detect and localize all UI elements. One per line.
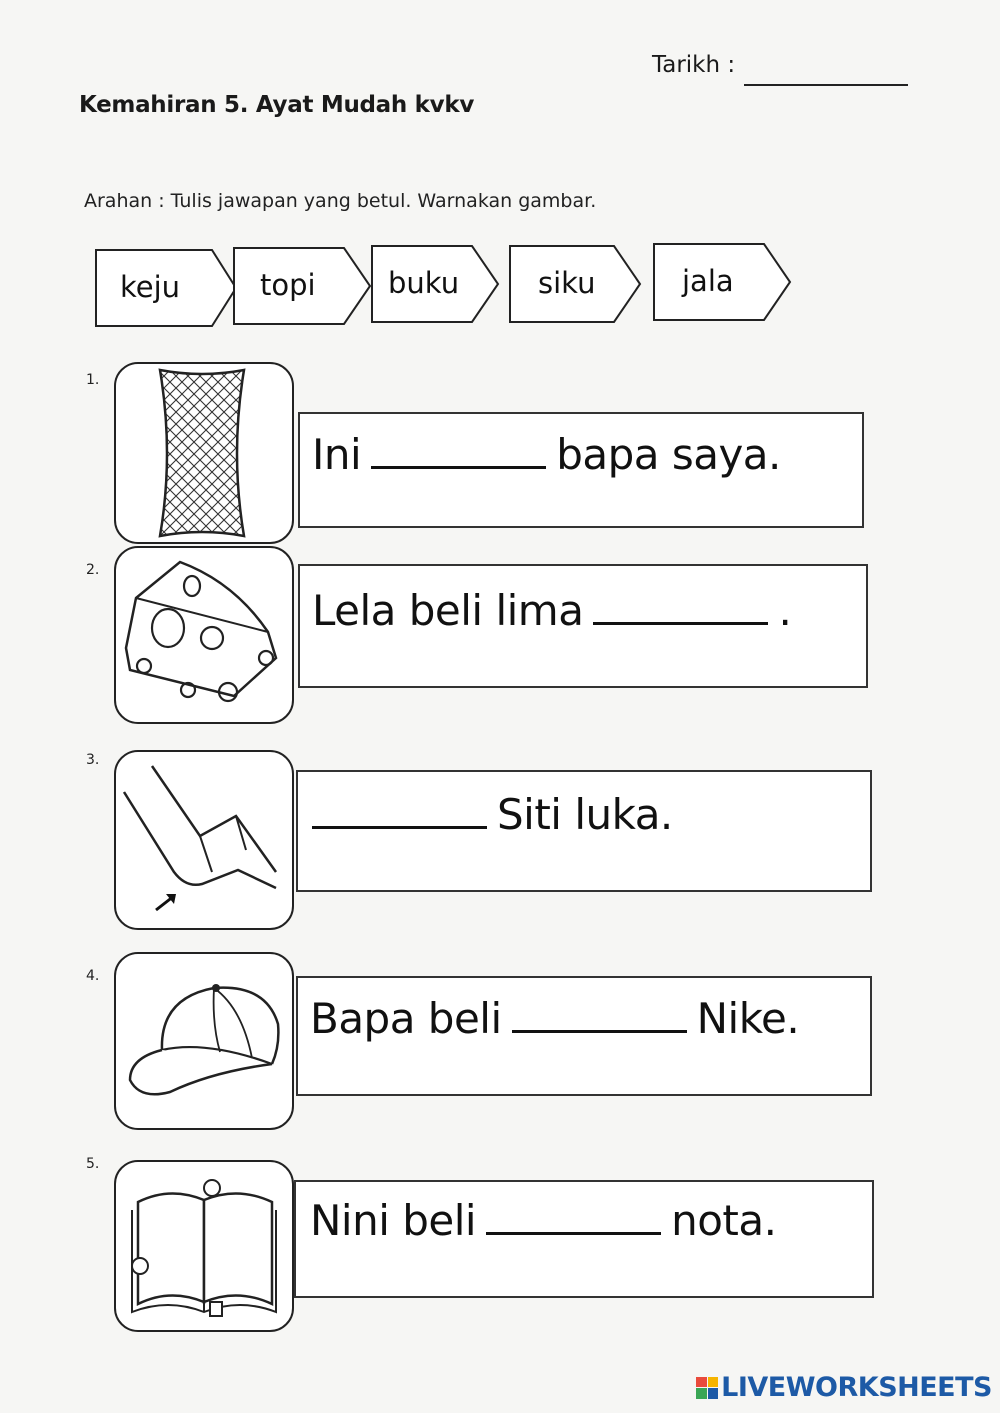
- answer-blank-3[interactable]: [312, 796, 487, 829]
- logo-square: [708, 1388, 719, 1399]
- sentence-text-after: bapa saya.: [556, 430, 781, 479]
- word-siku[interactable]: siku: [538, 266, 596, 300]
- word-buku[interactable]: buku: [388, 266, 460, 300]
- sentence-text-before: Lela beli lima: [312, 586, 584, 635]
- word-jala[interactable]: jala: [682, 264, 734, 298]
- question-number: 5.: [86, 1156, 100, 1172]
- question-number: 2.: [86, 562, 100, 578]
- liveworksheets-brand: [696, 1372, 992, 1403]
- liveworksheets-logo-icon: [696, 1377, 718, 1399]
- elbow-icon: [116, 752, 292, 928]
- book-icon: [116, 1162, 292, 1330]
- logo-square: [696, 1388, 707, 1399]
- picture-cap: [114, 952, 294, 1130]
- logo-square: [708, 1377, 719, 1388]
- question-number: 1.: [86, 372, 100, 388]
- sentence-5: [310, 1196, 776, 1245]
- sentence-text-after: nota.: [671, 1196, 777, 1245]
- word-keju[interactable]: keju: [120, 270, 181, 304]
- picture-book: [114, 1160, 294, 1332]
- picture-fishing-net: [114, 362, 294, 544]
- sentence-1: [312, 430, 781, 479]
- picture-elbow: [114, 750, 294, 930]
- brand-text: LIVEWORKSHEETS: [721, 1372, 992, 1403]
- cap-icon: [116, 954, 292, 1128]
- answer-blank-1[interactable]: [371, 436, 546, 469]
- sentence-text-after: .: [778, 586, 792, 635]
- sentence-text-before: Bapa beli: [310, 994, 502, 1043]
- answer-blank-4[interactable]: [512, 1000, 687, 1033]
- date-input-line[interactable]: [744, 84, 908, 86]
- sentence-text-after: Siti luka.: [497, 790, 673, 839]
- sentence-text-before: Nini beli: [310, 1196, 477, 1245]
- picture-cheese: [114, 546, 294, 724]
- sentence-4: [310, 994, 799, 1043]
- fishing-net-icon: [116, 364, 292, 542]
- date-label: Tarikh :: [652, 52, 736, 78]
- cheese-icon: [116, 548, 292, 722]
- answer-blank-5[interactable]: [486, 1202, 661, 1235]
- sentence-text-after: Nike.: [696, 994, 800, 1043]
- word-topi[interactable]: topi: [260, 268, 316, 302]
- word-bank: [94, 242, 794, 334]
- sentence-2: [312, 586, 791, 635]
- instruction-text: Arahan : Tulis jawapan yang betul. Warnakan gambar.: [84, 190, 597, 212]
- answer-blank-2[interactable]: [593, 592, 768, 625]
- question-number: 4.: [86, 968, 100, 984]
- page-title: Kemahiran 5. Ayat Mudah kvkv: [79, 92, 475, 118]
- logo-square: [696, 1377, 707, 1388]
- sentence-text-before: Ini: [312, 430, 362, 479]
- question-number: 3.: [86, 752, 100, 768]
- sentence-3: [312, 790, 673, 839]
